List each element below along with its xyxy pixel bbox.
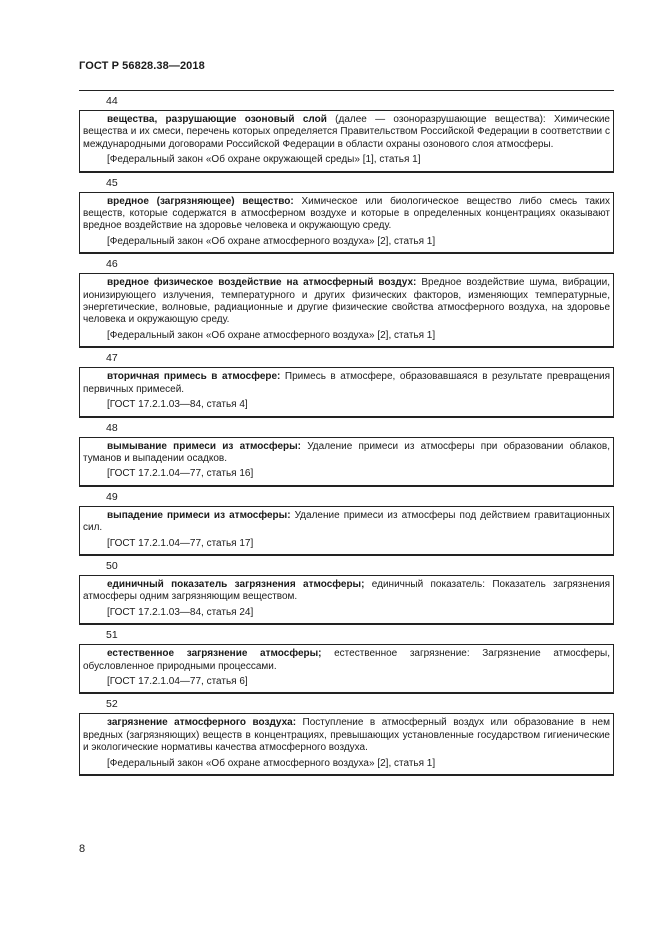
- term-entry: [79, 624, 614, 693]
- definition-box: [79, 437, 614, 486]
- definition-text: [83, 114, 610, 151]
- definition-source: [Федеральный закон «Об охране атмосферного воздуха» [2], статья 1]: [107, 757, 436, 769]
- term-name: вещества, разрушающие озоновый слой: [107, 114, 327, 125]
- term-definition: Примесь в атмосфере, образовавшаяся в результате превращения первичных примесей.: [83, 371, 610, 395]
- definition-text: [83, 277, 610, 327]
- entry-number: 45: [106, 176, 118, 189]
- entry-number: 52: [106, 698, 118, 711]
- term-entry: [79, 693, 614, 776]
- definition-source: [ГОСТ 17.2.1.04—77, статья 16]: [107, 468, 254, 480]
- definition-source: [Федеральный закон «Об охране окружающей среды» [1], статья 1]: [107, 154, 421, 166]
- term-definition: Химическое или биологическое вещество либо смесь таких веществ, которые содержатся в атмосферном воздухе и которые в определенных концентрациях оказывают вредное воздействие на здоровье человека и окружающую среду.: [83, 195, 610, 232]
- definition-source: [ГОСТ 17.2.1.04—77, статья 6]: [107, 675, 248, 687]
- definition-box: [79, 506, 614, 555]
- term-entry: [79, 90, 614, 172]
- term-name: вредное физическое воздействие на атмосферный воздух:: [107, 277, 417, 289]
- entry-number: 44: [106, 95, 118, 107]
- definition-text: [83, 441, 610, 466]
- term-name: загрязнение атмосферного воздуха:: [107, 717, 297, 729]
- term-name: вторичная примесь в атмосфере:: [107, 371, 281, 383]
- term-entry: [79, 347, 614, 416]
- term-definition: Вредное воздействие шума, вибрации, ионизирующего излучения, температурного и других физических факторов, изменяющих температурные, энергетические, волновые, радиационные и другие физические свойства атмосферного воздуха, на здоровье человека и окружающую среду.: [83, 277, 610, 326]
- entry-number: 47: [106, 352, 118, 365]
- document-header: ГОСТ Р 56828.38—2018: [79, 60, 205, 72]
- term-definition: Удаление примеси из атмосферы под действием гравитационных сил.: [83, 509, 610, 534]
- term-name: вредное (загрязняющее) вещество:: [107, 195, 294, 207]
- definition-source: [ГОСТ 17.2.1.03—84, статья 24]: [107, 606, 254, 618]
- term-entry: [79, 486, 614, 555]
- term-entry: [79, 417, 614, 486]
- definition-box: [79, 192, 614, 254]
- entry-number: 48: [106, 421, 118, 434]
- term-name: вымывание примеси из атмосферы:: [107, 440, 301, 452]
- definition-source: [ГОСТ 17.2.1.04—77, статья 17]: [107, 537, 254, 549]
- terms-list: [79, 90, 614, 776]
- definition-box: [79, 367, 614, 416]
- term-name: выпадение примеси из атмосферы:: [107, 509, 291, 521]
- page-number: 8: [79, 843, 86, 855]
- term-entry: [79, 172, 614, 254]
- entry-number: 50: [106, 559, 118, 572]
- definition-box: [79, 110, 614, 172]
- term-definition: Удаление примеси из атмосферы при образовании облаков, туманов и выпадении осадков.: [83, 440, 610, 464]
- term-definition: Поступление в атмосферный воздух или образование в нем вредных (загрязняющих) веществ в концентрациях, превышающих установленные государством гигиенические и экологические нормативы качества атмосферного воздуха.: [83, 717, 610, 754]
- definition-text: [83, 371, 610, 396]
- entry-number: 51: [106, 629, 118, 642]
- term-entry: [79, 555, 614, 624]
- definition-text: [83, 510, 610, 535]
- definition-source: [ГОСТ 17.2.1.03—84, статья 4]: [107, 399, 248, 411]
- definition-box: [79, 713, 614, 775]
- definition-box: [79, 575, 614, 624]
- definition-text: [83, 196, 610, 233]
- term-definition: естественное загрязнение: Загрязнение атмосферы, обусловленное природными процессами.: [83, 648, 610, 672]
- entry-number: 46: [106, 258, 118, 271]
- term-definition: единичный показатель: Показатель загрязнения атмосферы одним загрязняющим веществом.: [83, 578, 611, 603]
- term-name: естественное загрязнение атмосферы;: [107, 648, 322, 660]
- definition-text: [83, 579, 610, 604]
- definition-text: [83, 717, 610, 754]
- definition-box: [79, 644, 614, 693]
- term-definition: (далее — озоноразрушающие вещества): Химические вещества и их смеси, перечень которых определяется Правительством Российской Федерации в соответствии с международными договорами Российской Федерации в области охраны озонового слоя атмосферы.: [83, 114, 610, 150]
- term-entry: [79, 253, 614, 347]
- term-name: единичный показатель загрязнения атмосферы;: [107, 578, 365, 590]
- definition-box: [79, 273, 614, 347]
- entry-number: 49: [106, 490, 118, 503]
- definition-source: [Федеральный закон «Об охране атмосферного воздуха» [2], статья 1]: [107, 329, 436, 341]
- definition-source: [Федеральный закон «Об охране атмосферного воздуха» [2], статья 1]: [107, 235, 436, 247]
- definition-text: [83, 648, 610, 673]
